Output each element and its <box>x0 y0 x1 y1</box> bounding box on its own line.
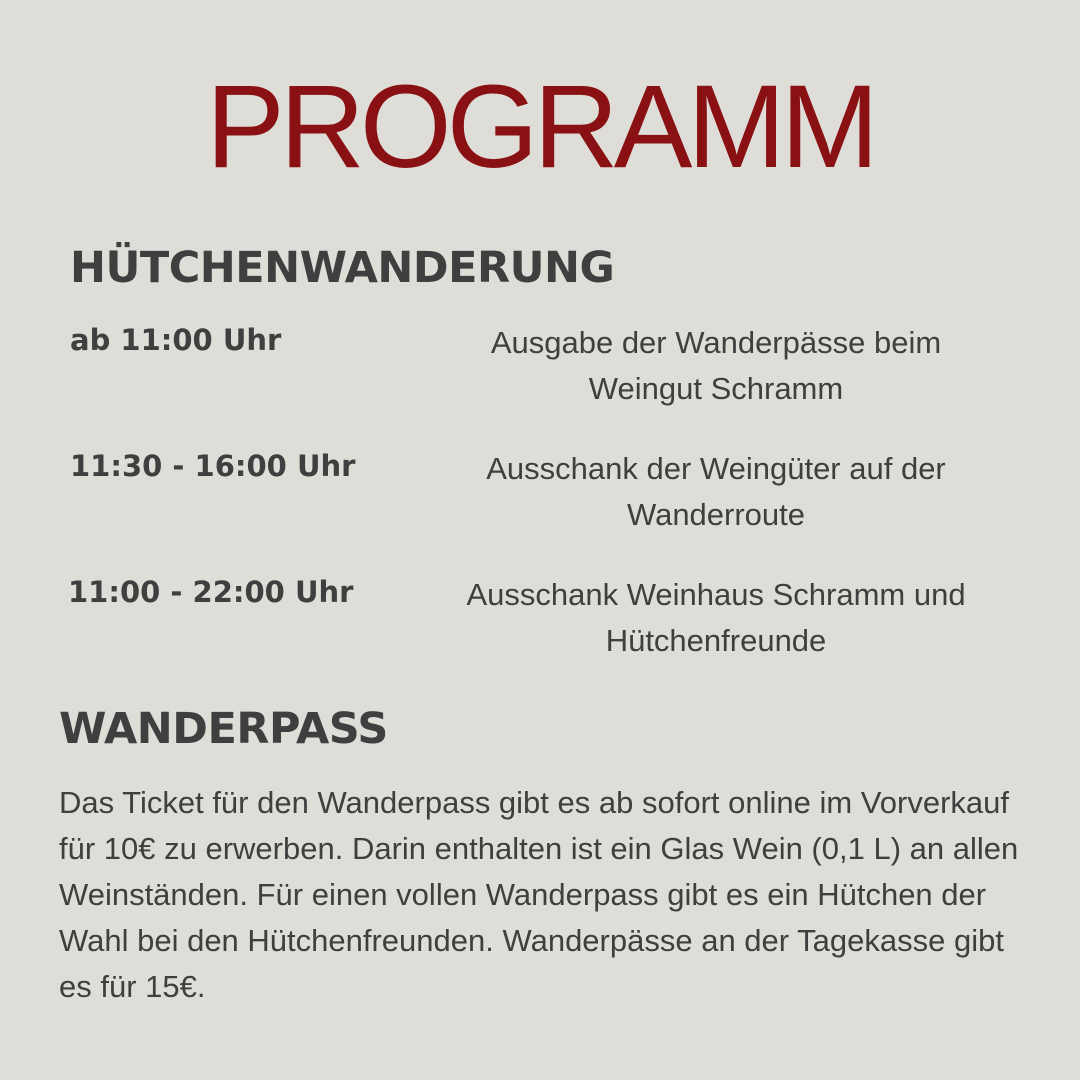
schedule-time: ab 11:00 Uhr <box>70 323 282 357</box>
schedule-time: 11:00 - 22:00 Uhr <box>68 575 354 609</box>
schedule-description: Ausschank Weinhaus Schramm und Hütchenfreunde <box>466 577 966 658</box>
section-heading-huetchenwanderung: HÜTCHENWANDERUNG <box>70 243 615 293</box>
schedule-time: 11:30 - 16:00 Uhr <box>70 449 356 483</box>
schedule-description: Ausgabe der Wanderpässe beim Weingut Schramm <box>490 325 942 406</box>
page-title: PROGRAMM <box>206 61 874 193</box>
section-heading-wanderpass: WANDERPASS <box>59 704 388 754</box>
schedule-description: Ausschank der Weingüter auf der Wanderroute <box>486 451 946 532</box>
wanderpass-description: Das Ticket für den Wanderpass gibt es ab sofort online im Vorverkauf für 10€ zu erwerben. Darin enthalten ist ein Glas Wein (0,1 L) an allen Weinständen. Für einen vollen Wanderpass gibt es ein Hütchen der Wahl bei den Hütchenfreunden. Wanderpässe an der Tagekasse gibt es für 15€. <box>59 785 1019 1004</box>
